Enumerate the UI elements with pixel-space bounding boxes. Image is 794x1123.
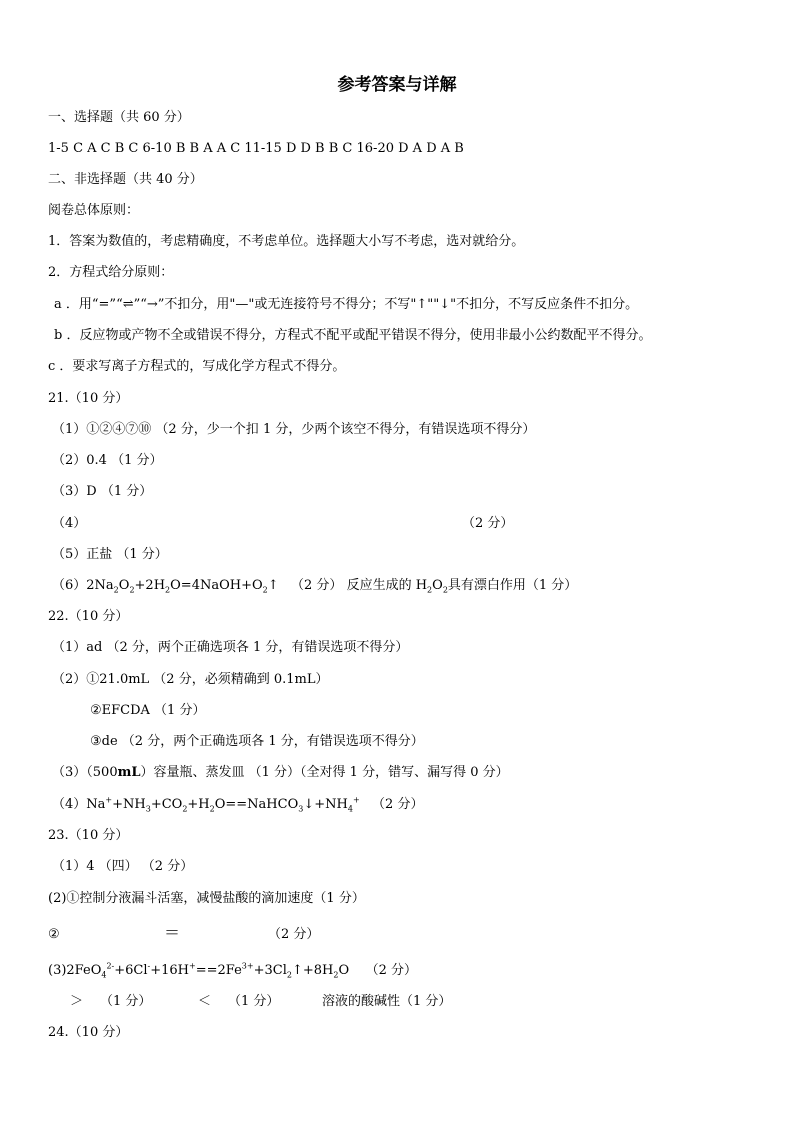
q22-part3-a: （3）（500 <box>52 765 118 780</box>
q23-heading: 23.（10 分） <box>48 828 129 843</box>
q21-part1: （1）①②④⑦⑩ （2 分，少一个扣 1 分，少两个该空不得分，有错误选项不得分） <box>52 422 536 437</box>
q23-part1: （1）4 （四） （2 分） <box>52 859 194 874</box>
principles-heading: 阅卷总体原则： <box>48 203 140 218</box>
section2-heading: 二、非选择题（共 40 分） <box>48 172 203 187</box>
q21-part4-label: （4） <box>52 516 87 531</box>
rule-2b: b ．反应物或产物不全或错误不得分，方程式不配平或配平错误不得分，使用非最小公约数配平不得分。 <box>54 328 652 343</box>
q21-part4-score: （2 分） <box>462 516 514 531</box>
q22-part2b: ②EFCDA （1 分） <box>90 703 206 718</box>
rule-2a: a ．用“=”“⇌”“→”不扣分，用"—"或无连接符号不得分；不写"↑""↓"不扣分，不写反应条件不扣分。 <box>54 297 639 312</box>
q23-part2b-equals: ＝ <box>164 923 181 942</box>
q21-heading: 21.（10 分） <box>48 391 129 406</box>
page-title: 参考答案与详解 <box>337 75 457 95</box>
rule-2: 2．方程式给分原则： <box>48 265 174 280</box>
q21-part6-rest: （2 分） 反应生成的 H <box>291 578 428 593</box>
q21-part6-tail: 具有漂白作用（1 分） <box>447 578 578 593</box>
q21-part2: （2）0.4 （1 分） <box>52 453 163 468</box>
q22-part2a: （2）①21.0mL （2 分，必须精确到 0.1mL） <box>52 672 329 687</box>
q24-heading: 24.（10 分） <box>48 1025 129 1040</box>
q23-part2a: (2)①控制分液漏斗活塞，减慢盐酸的滴加速度（1 分） <box>48 891 365 906</box>
q23-part3b-text: 溶液的酸碱性（1 分） <box>322 994 452 1009</box>
section1-heading: 一、选择题（共 60 分） <box>48 110 190 125</box>
q22-part3 <box>52 763 509 783</box>
q22-heading: 22.（10 分） <box>48 609 129 624</box>
q21-part6: $(6)2Na_2O_2+2H_2O=4NaOH+O_2↑$ （2 分） 反应生成的 $H_2O_2$具有漂白作用（1 分） <box>52 578 578 595</box>
q23-part3b-greater: ＞ <box>70 994 84 1009</box>
q22-part2c: ③de （2 分，两个正确选项各 1 分，有错误选项不得分） <box>90 734 424 749</box>
q23-part2b-score: （2 分） <box>268 927 320 942</box>
q23-part2b-label: ② <box>48 927 60 942</box>
choice-answers: 1-5 C A C B C 6-10 B B A A C 11-15 D D B B C 16-20 D A D A B <box>48 141 464 156</box>
q21-part6-prefix: （6）2Na <box>52 578 114 593</box>
q22-part4: $(4)Na^++NH_3+CO_2+H_2O==NaHCO_3↓+NH_4^+$ （2 分） <box>52 795 424 814</box>
q23-part3b-score1: （1 分） <box>100 994 152 1009</box>
q23-part3b-score2: （1 分） <box>228 994 280 1009</box>
q22-part3-unit: mL <box>117 765 141 780</box>
q23-part3-score: （2 分） <box>365 963 418 978</box>
q22-part1: （1）ad （2 分，两个正确选项各 1 分，有错误选项不得分） <box>52 640 409 655</box>
rule-1: 1．答案为数值的，考虑精确度，不考虑单位。选择题大小写不考虑，选对就给分。 <box>48 234 525 249</box>
q23-part3b-less: ＜ <box>198 994 212 1009</box>
rule-2c: c ．要求写离子方程式的，写成化学方程式不得分。 <box>48 359 346 374</box>
q22-part3-c: ）容量瓶、蒸发皿 （1 分）（全对得 1 分，错写、漏写得 0 分） <box>140 765 509 780</box>
q22-part4-score: （2 分） <box>372 797 424 812</box>
q23-part3: $(3)2FeO_4^{2-}+6Cl^-+16H^+==2Fe^{3+}+3Cl_2↑+8H_2O$ （2 分） <box>48 961 418 980</box>
q21-part5: （5）正盐 （1 分） <box>52 547 168 562</box>
q21-part3: （3）D （1 分） <box>52 484 153 499</box>
